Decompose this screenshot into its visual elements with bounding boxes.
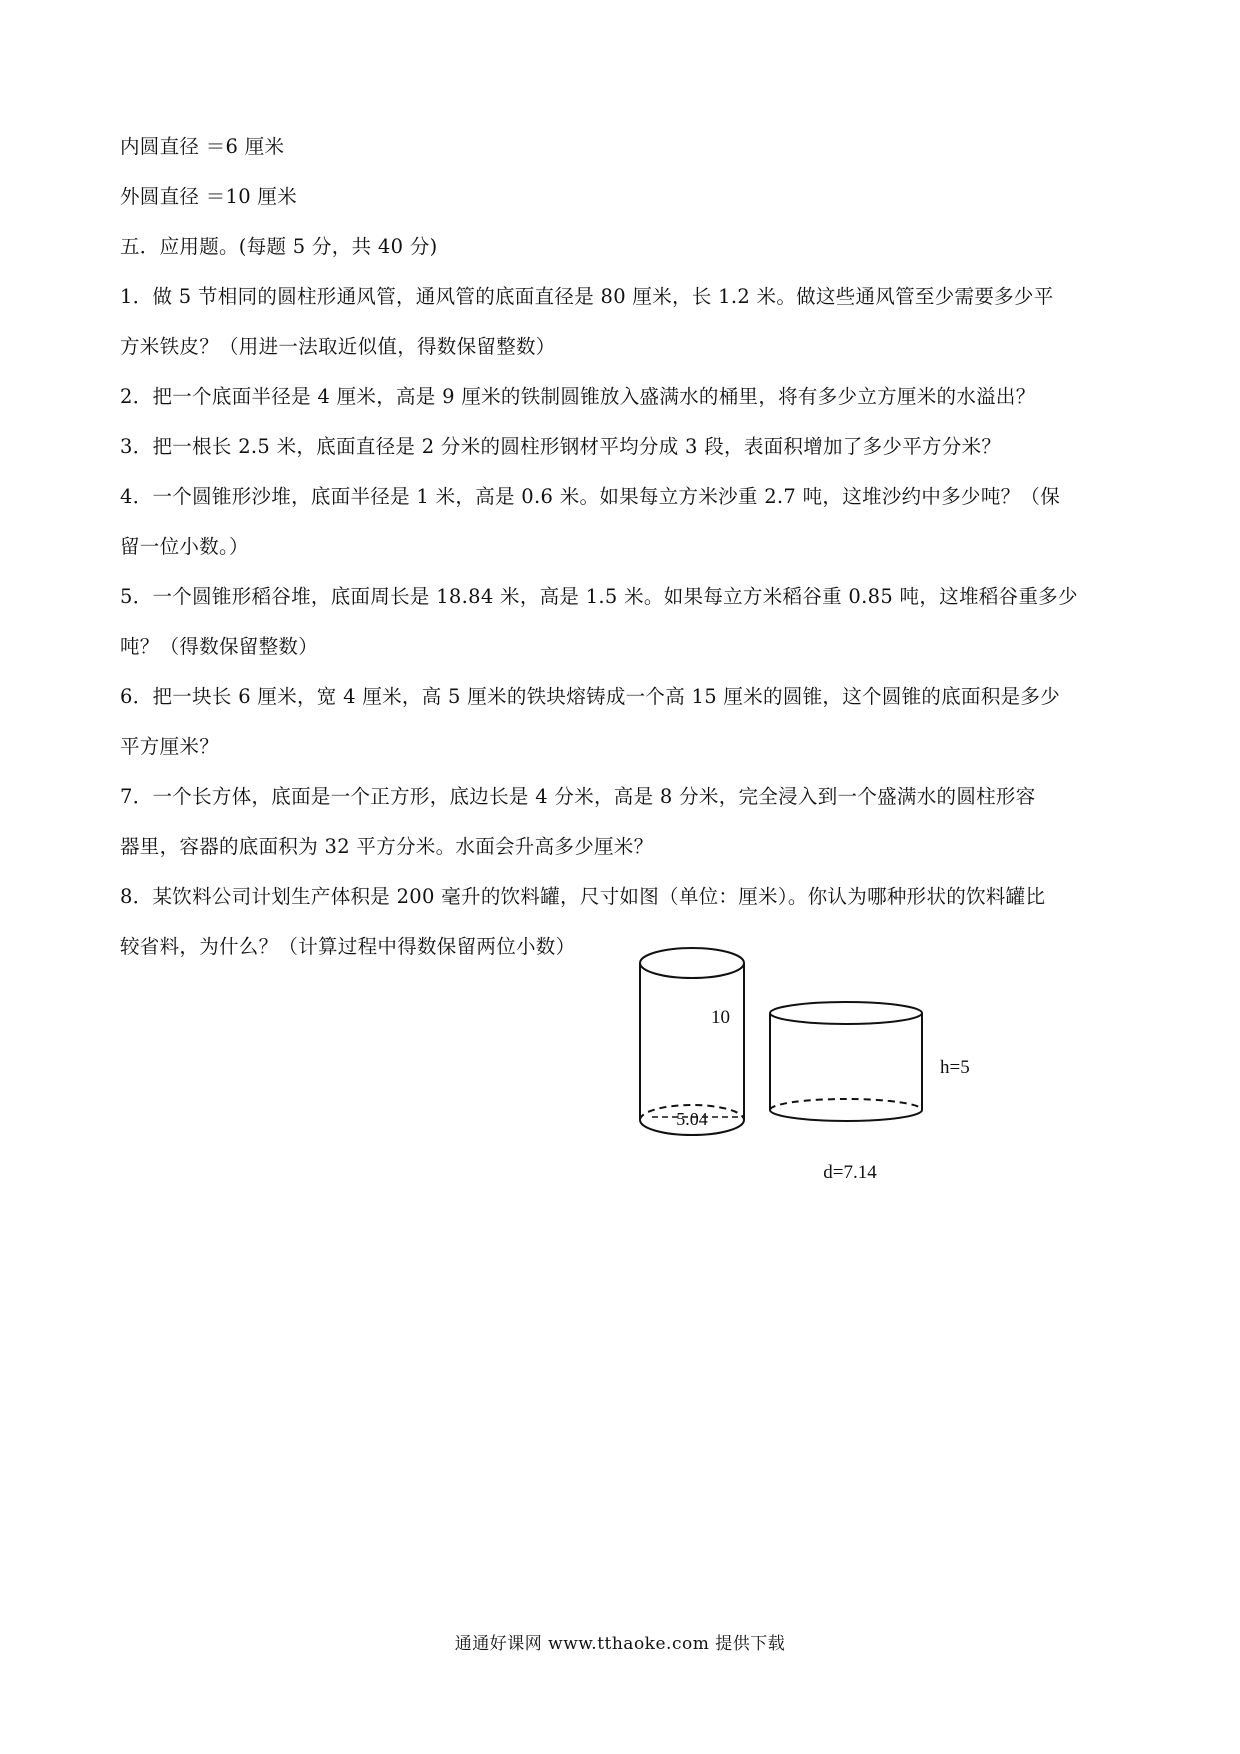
question-8-line-1: 8．某饮料公司计划生产体积是 200 毫升的饮料罐，尺寸如图（单位：厘米）。你认为哪种形状的饮料罐比 xyxy=(120,885,1046,908)
tall-can-diameter-label: 5.04 xyxy=(676,1109,708,1129)
tall-can xyxy=(640,948,744,1135)
question-4-line-1: 4．一个圆锥形沙堆，底面半径是 1 米，高是 0.6 米。如果每立方米沙重 2.7 吨，这堆沙约中多少吨？（保 xyxy=(120,485,1061,508)
short-can-height-label: h=5 xyxy=(940,1057,970,1078)
text-line: 内圆直径 ＝6 厘米 xyxy=(120,135,285,158)
question-7-line-2: 器里，容器的底面积为 32 平方分米。水面会升高多少厘米？ xyxy=(120,835,654,858)
tall-can-top xyxy=(640,948,744,978)
text-body xyxy=(120,122,1125,972)
question-5-line-1: 5．一个圆锥形稻谷堆，底面周长是 18.84 米，高是 1.5 米。如果每立方米稻谷重 0.85 吨，这堆稻谷重多少 xyxy=(120,585,1078,608)
text-line: 外圆直径 ＝10 厘米 xyxy=(120,185,298,208)
short-can-bottom-front xyxy=(770,1110,922,1121)
question-7-line-1: 7．一个长方体，底面是一个正方形，底边长是 4 分米，高是 8 分米，完全浸入到一个盛满水的圆柱形容 xyxy=(120,785,1036,808)
page-footer: 通通好课网 www.tthaoke.com 提供下载 xyxy=(454,1634,786,1654)
short-can-diameter-label: d=7.14 xyxy=(823,1162,877,1183)
short-can-top xyxy=(770,1002,922,1024)
cans-figure xyxy=(640,935,1100,1195)
question-8-line-2: 较省料，为什么？（计算过程中得数保留两位小数） xyxy=(120,935,576,958)
tall-can-height-label: 10 xyxy=(711,1007,730,1028)
question-6-line-2: 平方厘米？ xyxy=(120,735,220,758)
question-3: 3．把一根长 2.5 米，底面直径是 2 分米的圆柱形钢材平均分成 3 段，表面积增加了多少平方分米？ xyxy=(120,435,1002,458)
cans-diagram xyxy=(640,935,1100,1195)
question-2: 2．把一个底面半径是 4 厘米，高是 9 厘米的铁制圆锥放入盛满水的桶里，将有多少立方厘米的水溢出？ xyxy=(120,385,1036,408)
short-can xyxy=(770,1002,922,1121)
question-4-line-2: 留一位小数。） xyxy=(120,535,249,558)
question-1-line-1: 1．做 5 节相同的圆柱形通风管，通风管的底面直径是 80 厘米，长 1.2 米。做这些通风管至少需要多少平 xyxy=(120,285,1054,308)
section-heading: 五．应用题。(每题 5 分，共 40 分) xyxy=(120,235,438,258)
question-5-line-2: 吨？（得数保留整数） xyxy=(120,635,319,658)
question-6-line-1: 6．把一块长 6 厘米，宽 4 厘米，高 5 厘米的铁块熔铸成一个高 15 厘米的圆锥，这个圆锥的底面积是多少 xyxy=(120,685,1061,708)
question-1-line-2: 方米铁皮？（用进一法取近似值，得数保留整数） xyxy=(120,335,556,358)
short-can-bottom-back xyxy=(770,1099,922,1110)
